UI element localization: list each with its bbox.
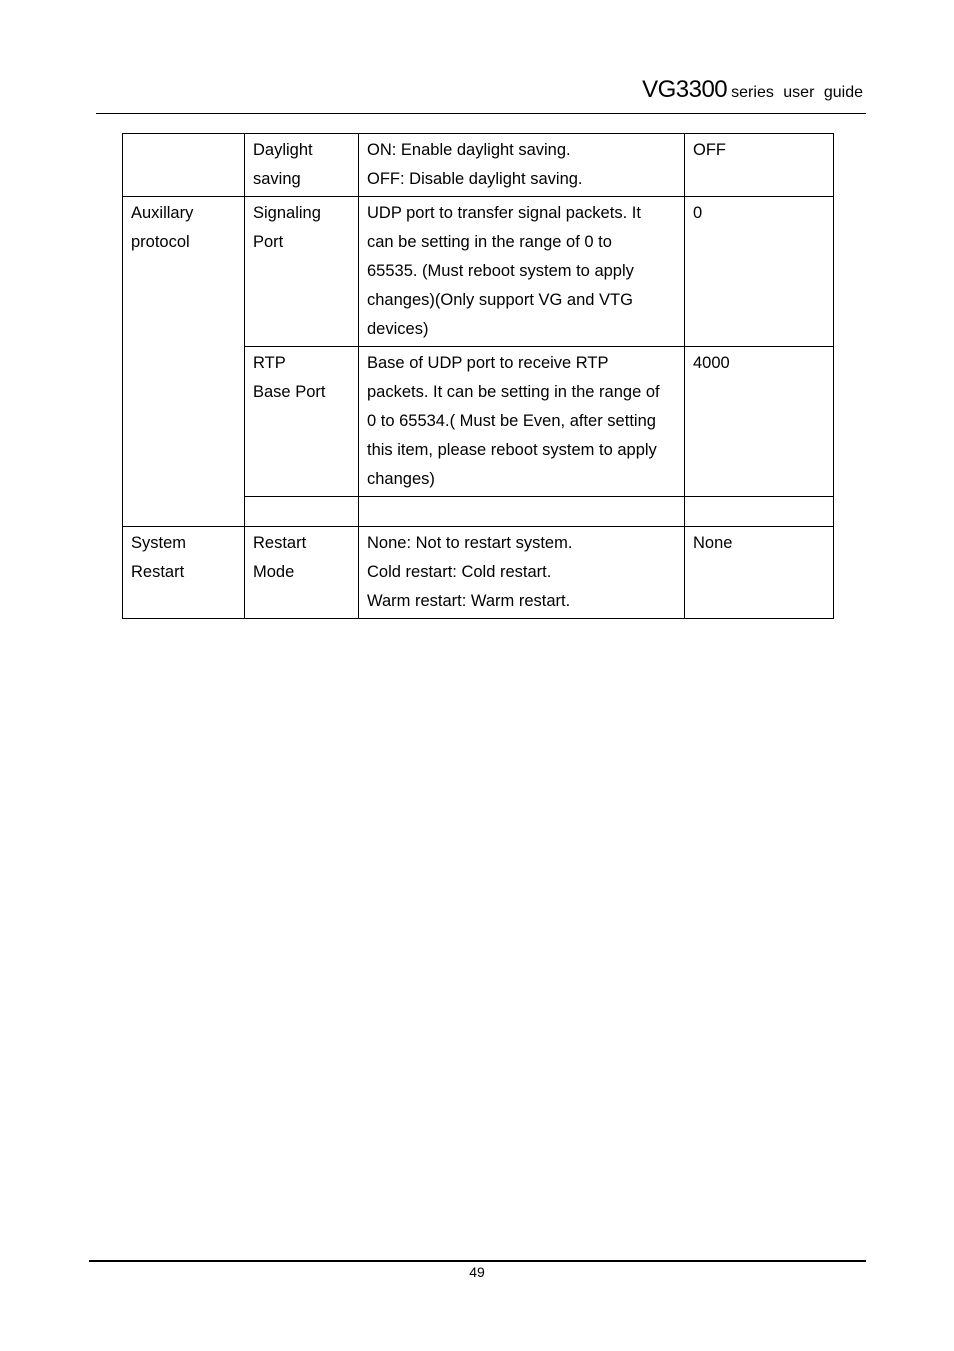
item-line: RTP [253,354,286,372]
item-cell [245,497,359,527]
group-line: System [131,534,187,552]
item-line: saving [253,170,301,188]
group-cell [123,197,245,527]
footer-rule [89,1260,866,1262]
description-cell [359,134,685,197]
header-subtitle: series user guide [731,84,863,101]
item-cell [245,134,359,197]
description-cell [359,197,685,347]
default-cell: OFF [685,134,834,197]
description-cell [359,497,685,527]
description-line: None: Not to restart system. [367,534,573,552]
description-line: ON: Enable daylight saving. [367,141,571,159]
description-line: changes)(Only support VG and VTG [367,291,633,309]
description-line: UDP port to transfer signal packets. It [367,204,641,222]
default-cell: 0 [685,197,834,347]
item-line: Restart [253,534,307,552]
description-line: OFF: Disable daylight saving. [367,170,583,188]
header-rule [96,113,866,114]
description-cell [359,347,685,497]
default-cell: None [685,527,834,619]
table-row [123,527,834,619]
item-cell [245,197,359,347]
group-line: Auxillary [131,204,194,222]
description-line: devices) [367,320,429,338]
description-line: Base of UDP port to receive RTP [367,354,609,372]
description-line: Warm restart: Warm restart. [367,592,571,610]
group-line: Restart [131,563,185,581]
parameter-table [122,133,834,619]
item-line: Daylight [253,141,313,159]
description-line: this item, please reboot system to apply [367,441,657,459]
group-cell [123,134,245,197]
group-line: protocol [131,233,190,251]
page-header [642,76,863,104]
default-cell: 4000 [685,347,834,497]
description-cell [359,527,685,619]
item-line: Signaling [253,204,321,222]
description-line: 0 to 65534.( Must be Even, after setting [367,412,656,430]
item-cell [245,527,359,619]
item-line: Mode [253,563,295,581]
description-line: 65535. (Must reboot system to apply [367,262,634,280]
table-row [123,197,834,347]
group-cell [123,527,245,619]
item-line: Base Port [253,383,326,401]
description-line: Cold restart: Cold restart. [367,563,552,581]
page-number: 49 [469,1264,485,1280]
table-row [123,134,834,197]
header-model: VG3300 [642,76,728,103]
default-cell [685,497,834,527]
description-line: changes) [367,470,435,488]
description-line: can be setting in the range of 0 to [367,233,612,251]
item-cell [245,347,359,497]
description-line: packets. It can be setting in the range of [367,383,660,401]
item-line: Port [253,233,284,251]
